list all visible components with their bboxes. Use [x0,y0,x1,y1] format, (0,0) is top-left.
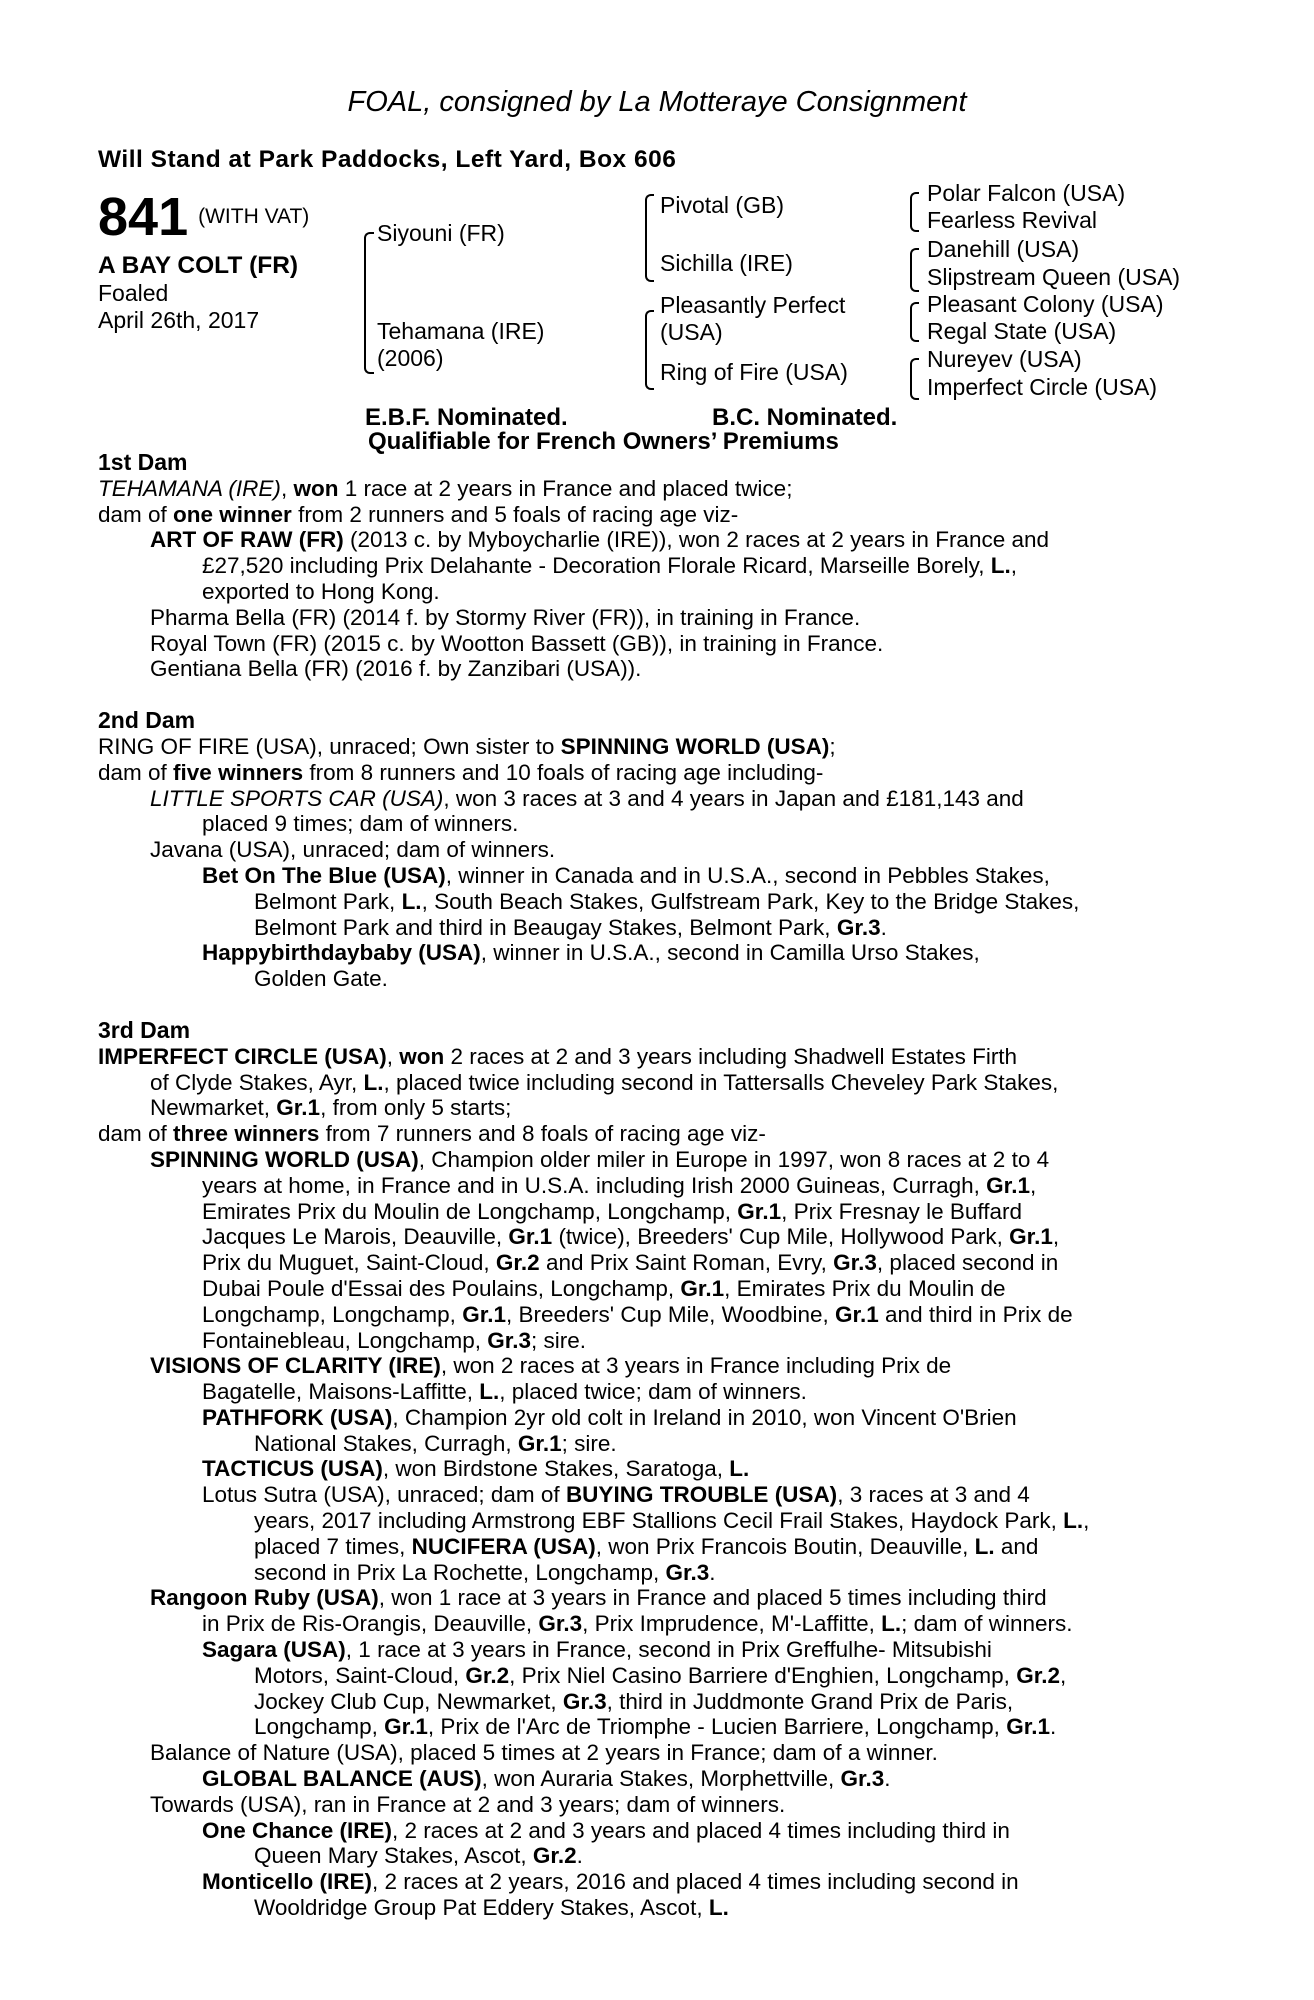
vat-label: (WITH VAT) [198,205,310,228]
pedigree-brace-sire [645,194,654,282]
one-chance-entry: One Chance (IRE), 2 races at 2 and 3 years and placed 4 times including third in Queen Mary Stakes, Ascot, Gr.2. [202,1817,1010,1869]
global-balance-entry: GLOBAL BALANCE (AUS), won Auraria Stakes, Morphettville, Gr.3. [202,1766,891,1792]
second-dam-heading: 2nd Dam [98,707,196,734]
first-dam-line2: dam of one winner from 2 runners and 5 foals of racing age viz- [98,501,739,527]
monticello-entry: Monticello (IRE), 2 races at 2 years, 2016 and placed 4 times including second in Wooldridge Group Pat Eddery Stakes, Ascot, L. [202,1869,1019,1921]
pedigree-dam-sire-line1: Pleasantly Perfect [660,292,846,318]
balance-of-nature-entry: Balance of Nature (USA), placed 5 times at 2 years in France; dam of a winner. [150,1740,938,1766]
pedigree-ss-sire: Polar Falcon (USA) [927,180,1126,206]
second-dam-line2: dam of five winners from 8 runners and 10 foals of racing age including- [98,759,824,785]
gentiana-bella-entry: Gentiana Bella (FR) (2016 f. by Zanzibari (USA)). [150,656,642,682]
third-dam-heading: 3rd Dam [98,1016,191,1043]
happybirthdaybaby-entry: Happybirthdaybaby (USA), winner in U.S.A., second in Camilla Urso Stakes, Golden Gate. [202,940,980,992]
lot-number: 841 [98,187,189,247]
pedigree-ds-sire: Pleasant Colony (USA) [927,291,1164,317]
royal-town-entry: Royal Town (FR) (2015 c. by Wootton Bassett (GB)), in training in France. [150,630,884,656]
pedigree-ss-dam: Fearless Revival [927,207,1097,233]
pedigree-dam-sire-line2: (USA) [660,319,723,345]
pedigree-dam-year: (2006) [377,345,444,371]
pedigree-brace-sd [910,248,919,292]
third-dam-produce-line: dam of three winners from 7 runners and 8 foals of racing age viz- [98,1121,766,1147]
javana-entry: Javana (USA), unraced; dam of winners. [150,837,556,863]
bc-note: B.C. Nominated. [712,404,898,431]
art-of-raw-entry: ART OF RAW (FR) (2013 c. by Myboycharlie (IRE)), won 2 races at 2 years in France and £27,520 including Prix Delahante - Decoration Florale Ricard, Marseille Borely, L., exported to Hong Kong. [150,527,1050,604]
pharma-bella-entry: Pharma Bella (FR) (2014 f. by Stormy River (FR)), in training in France. [150,604,861,630]
french-premiums-note: Qualifiable for French Owners’ Premiums [368,428,839,455]
first-dam-line1: TEHAMANA (IRE), won 1 race at 2 years in France and placed twice; [98,475,793,501]
stand-location: Will Stand at Park Paddocks, Left Yard, Box 606 [98,146,677,173]
page-header: FOAL, consigned by La Motteraye Consignment [347,86,967,118]
pedigree-sire: Siyouni (FR) [377,220,505,246]
towards-entry: Towards (USA), ran in France at 2 and 3 years; dam of winners. [150,1791,786,1817]
foaled-label: Foaled [98,280,169,306]
first-dam-heading: 1st Dam [98,449,188,475]
bet-on-the-blue-entry: Bet On The Blue (USA), winner in Canada and in U.S.A., second in Pebbles Stakes, Belmont Park, L., South Beach Stakes, Gulfstream Park, Key to the Bridge Stakes, Belmont Park and third in Beaugay Stakes, Belmont Park, Gr.3. [202,862,1080,940]
pedigree-dam-sire [660,292,845,346]
pathfork-entry: PATHFORK (USA), Champion 2yr old colt in Ireland in 2010, won Vincent O'Brien National Stakes, Curragh, Gr.1; sire. [202,1404,1017,1456]
little-sports-car-entry: LITTLE SPORTS CAR (USA), won 3 races at 3 and 4 years in Japan and £181,143 and placed 9 times; dam of winners. [150,785,1024,837]
catalogue-body [98,450,1208,1921]
pedigree-brace-ds [910,302,919,342]
ebf-note: E.B.F. Nominated. [365,404,568,431]
pedigree-sire-dam: Sichilla (IRE) [660,250,793,276]
pedigree-ds-dam: Regal State (USA) [927,318,1117,344]
visions-of-clarity-entry: VISIONS OF CLARITY (IRE), won 2 races at 3 years in France including Prix de Bagatelle, Maisons-Laffitte, L., placed twice; dam of winners. [150,1353,952,1405]
pedigree-sd-dam: Slipstream Queen (USA) [927,264,1181,290]
foaled-block [98,280,259,334]
foaled-date: April 26th, 2017 [98,307,260,333]
pedigree-dam-dam: Ring of Fire (USA) [660,359,848,385]
pedigree-dam: Tehamana (IRE) [377,318,545,344]
horse-name: A BAY COLT (FR) [98,252,299,279]
third-dam-entry: IMPERFECT CIRCLE (USA), won 2 races at 2 and 3 years including Shadwell Estates Firth of Clyde Stakes, Ayr, L., placed twice including second in Tattersalls Cheveley Park Stakes, Newmarket, Gr.1, from only 5 starts; [98,1043,1059,1121]
lotus-sutra-entry: Lotus Sutra (USA), unraced; dam of BUYING TROUBLE (USA), 3 races at 3 and 4 years, 2017 including Armstrong EBF Stallions Cecil Frail Stakes, Haydock Park, L., placed 7 times, NUCIFERA (USA), won Prix Francois Boutin, Deauville, L. and second in Prix La Rochette, Longchamp, Gr.3. [202,1482,1090,1585]
pedigree-sd-sire: Danehill (USA) [927,236,1080,262]
pedigree-dd-sire: Nureyev (USA) [927,346,1082,372]
rangoon-ruby-entry: Rangoon Ruby (USA), won 1 race at 3 years in France and placed 5 times including third in Prix de Ris-Orangis, Deauville, Gr.3, Prix Imprudence, M'-Laffitte, L.; dam of winners. [150,1585,1073,1637]
lot-block [98,186,309,248]
second-dam-line1: RING OF FIRE (USA), unraced; Own sister to SPINNING WORLD (USA); [98,733,836,759]
pedigree-brace-ss [910,192,919,232]
pedigree-dd-dam: Imperfect Circle (USA) [927,374,1158,400]
pedigree-brace-dam [645,310,654,390]
tacticus-entry: TACTICUS (USA), won Birdstone Stakes, Saratoga, L. [202,1456,750,1482]
spinning-world-entry: SPINNING WORLD (USA), Champion older miler in Europe in 1997, won 8 races at 2 to 4 years at home, in France and in U.S.A. including Irish 2000 Guineas, Curragh, Gr.1, Emirates Prix du Moulin de Longchamp, Longchamp, Gr.1, Prix Fresnay le Buffard Jacques Le Marois, Deauville, Gr.1 (twice), Breeders' Cup Mile, Hollywood Park, Gr.1, Prix du Muguet, Saint-Cloud, Gr.2 and Prix Saint Roman, Evry, Gr.3, placed second in Dubai Poule d'Essai des Poulains, Longchamp, Gr.1, Emirates Prix du Moulin de Longchamp, Longchamp, Gr.1, Breeders' Cup Mile, Woodbine, Gr.1 and third in Prix de Fontainebleau, Longchamp, Gr.3; sire. [150,1146,1073,1353]
pedigree-brace-gen1 [364,232,374,374]
pedigree-sire-sire: Pivotal (GB) [660,192,784,218]
sagara-entry: Sagara (USA), 1 race at 3 years in France, second in Prix Greffulhe- Mitsubishi Motors, Saint-Cloud, Gr.2, Prix Niel Casino Barriere d'Enghien, Longchamp, Gr.2, Jockey Club Cup, Newmarket, Gr.3, third in Juddmonte Grand Prix de Paris, Longchamp, Gr.1, Prix de l'Arc de Triomphe - Lucien Barriere, Longchamp, Gr.1. [202,1637,1067,1740]
pedigree-brace-dd [910,358,919,400]
